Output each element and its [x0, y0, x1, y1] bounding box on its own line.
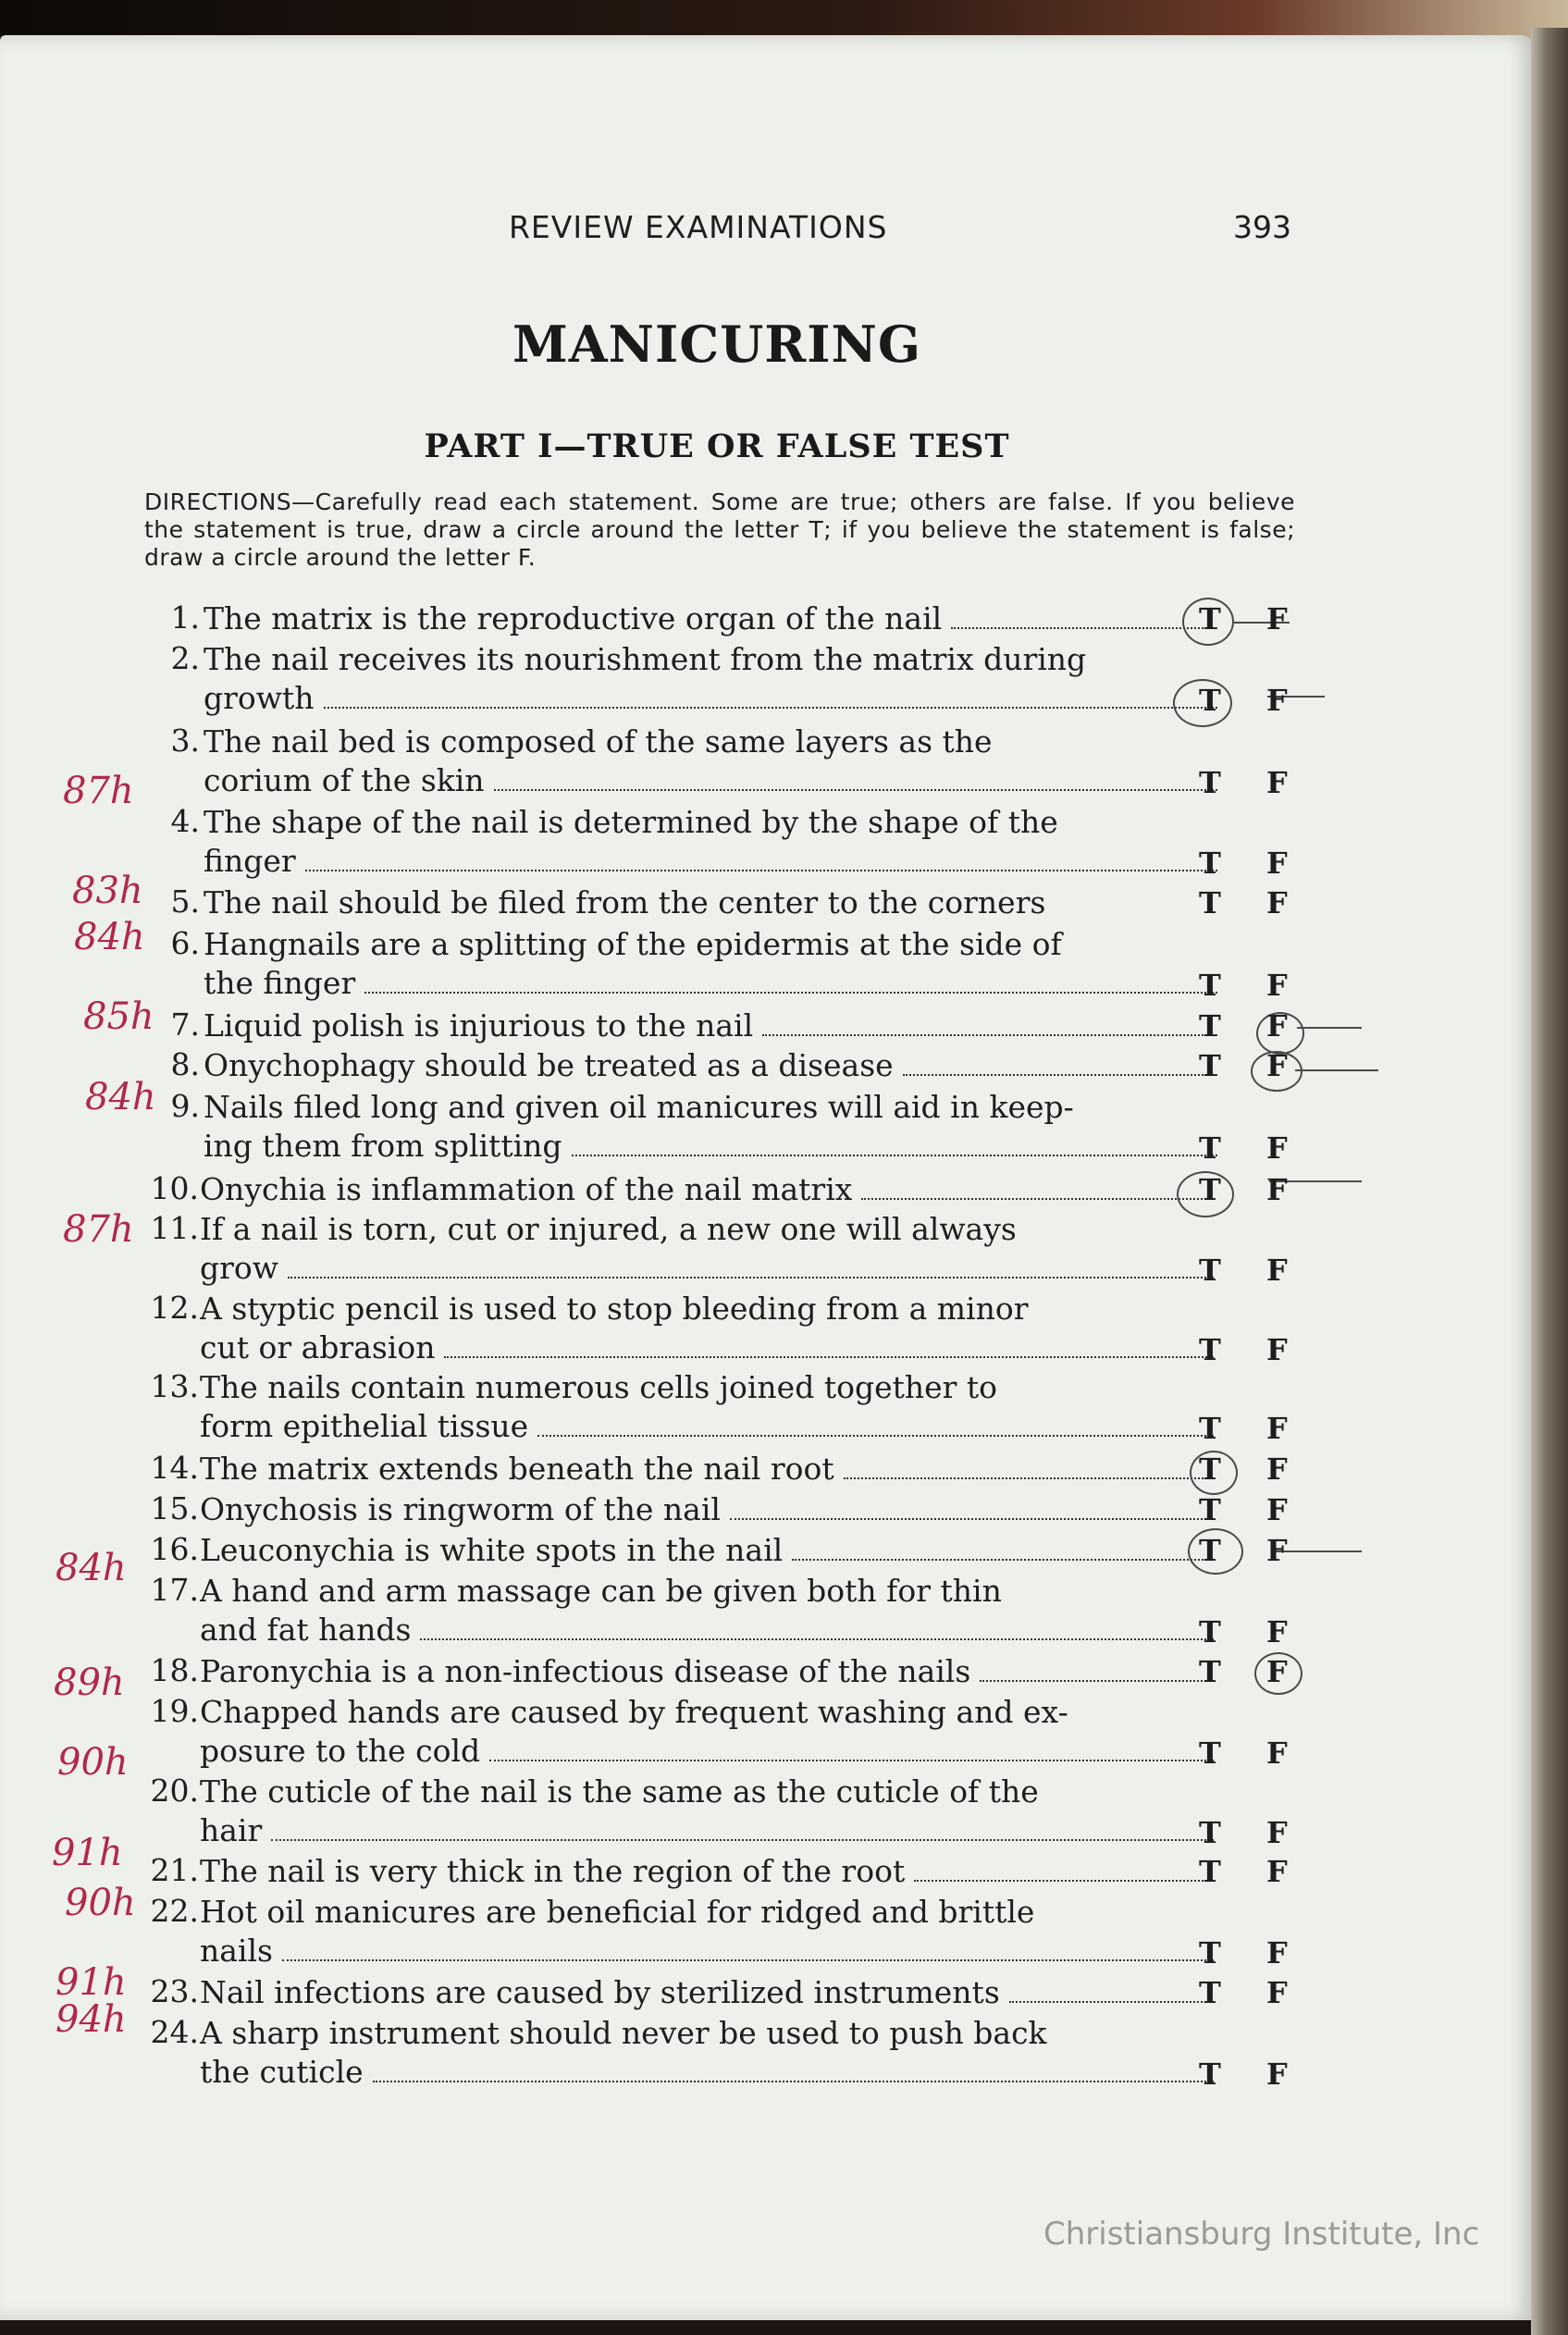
answer-true[interactable]: T — [1199, 1130, 1221, 1166]
page-number: 393 — [1233, 209, 1291, 245]
answer-false[interactable]: F — [1266, 1492, 1288, 1527]
leader-dots — [572, 1154, 1217, 1156]
question-text-continued: grow — [200, 1250, 279, 1286]
leader-dots — [271, 1838, 1214, 1841]
question-text: The nail bed is composed of the same layers as the — [204, 723, 993, 760]
handwritten-score-note: 90h — [57, 1741, 129, 1784]
pencil-dash-mark — [1295, 1069, 1378, 1071]
question-text-continued: finger — [204, 843, 296, 879]
answer-true[interactable]: T — [1199, 601, 1221, 636]
handwritten-score-note: 84h — [74, 916, 145, 958]
question-text-continued: cut or abrasion — [200, 1329, 436, 1365]
answer-false[interactable]: F — [1266, 968, 1288, 1003]
answer-false[interactable]: F — [1266, 1411, 1288, 1446]
question-text: Liquid polish is injurious to the nail — [204, 1007, 754, 1044]
question-text: Hot oil manicures are beneficial for ridged and brittle — [200, 1894, 1035, 1930]
question-number: 14. — [150, 1450, 199, 1486]
leader-dots — [282, 1958, 1214, 1961]
handwritten-score-note: 87h — [63, 770, 134, 812]
question-number: 18. — [150, 1652, 199, 1688]
handwritten-score-note: 84h — [85, 1076, 156, 1118]
leader-dots — [844, 1476, 1214, 1479]
answer-false[interactable]: F — [1266, 1614, 1288, 1649]
question-text: Onychia is inflammation of the nail matrix — [200, 1171, 853, 1207]
question-number: 15. — [150, 1490, 199, 1526]
answer-false[interactable]: F — [1266, 1533, 1288, 1568]
answer-true[interactable]: T — [1199, 1815, 1221, 1850]
leader-dots — [489, 1759, 1214, 1761]
question-text-continued: posure to the cold — [200, 1733, 481, 1769]
question-text-continued: hair — [200, 1812, 263, 1848]
answer-false[interactable]: F — [1266, 1935, 1288, 1971]
question-number: 23. — [150, 1973, 199, 2009]
question-number: 4. — [170, 803, 200, 839]
leader-dots — [420, 1637, 1214, 1640]
leader-dots — [951, 626, 1217, 629]
handwritten-score-note: 94h — [56, 1998, 127, 2041]
question-text: If a nail is torn, cut or injured, a new one will always — [200, 1211, 1017, 1247]
leader-dots — [288, 1276, 1214, 1279]
answer-false[interactable]: F — [1266, 885, 1288, 920]
answer-true[interactable]: T — [1199, 1614, 1221, 1649]
answer-true[interactable]: T — [1199, 1048, 1221, 1083]
question-number: 7. — [170, 1007, 200, 1043]
answer-false[interactable]: F — [1266, 1452, 1288, 1487]
question-text: Hangnails are a splitting of the epidermis at the side of — [204, 926, 1062, 962]
leader-dots — [861, 1197, 1214, 1200]
answer-false[interactable]: F — [1266, 1130, 1288, 1166]
question-text-continued: form epithelial tissue — [200, 1408, 529, 1444]
answer-true[interactable]: T — [1199, 968, 1221, 1003]
handwritten-score-note: 91h — [56, 1961, 127, 2004]
directions-text: DIRECTIONS—Carefully read each statement. Some are true; others are false. If you believe the statement is true, draw a circle around the letter T; if you believe the statement is false; draw a circle around the letter F. — [144, 488, 1295, 571]
question-text-continued: corium of the skin — [204, 762, 485, 798]
question-text: The shape of the nail is determined by the shape of the — [204, 804, 1058, 840]
question-number: 24. — [150, 2014, 199, 2050]
question-text-continued: ing them from splitting — [204, 1128, 562, 1164]
handwritten-score-note: 84h — [56, 1547, 127, 1589]
leader-dots — [980, 1679, 1214, 1682]
answer-false[interactable]: F — [1266, 1332, 1288, 1367]
answer-true[interactable]: T — [1199, 1533, 1221, 1568]
answer-true[interactable]: T — [1199, 1253, 1221, 1288]
question-number: 22. — [150, 1893, 199, 1929]
question-text: The nail is very thick in the region of the root — [200, 1853, 906, 1889]
question-text: The nails contain numerous cells joined together to — [200, 1369, 998, 1405]
question-text: A sharp instrument should never be used to push back — [200, 2015, 1047, 2051]
answer-false[interactable]: F — [1266, 1253, 1288, 1288]
leader-dots — [1009, 2000, 1214, 2003]
question-number: 8. — [170, 1046, 200, 1082]
question-number: 2. — [170, 640, 200, 676]
leader-dots — [903, 1073, 1217, 1076]
answer-false[interactable]: F — [1266, 1975, 1288, 2010]
question-number: 10. — [150, 1170, 199, 1206]
leader-dots — [444, 1355, 1214, 1358]
question-text-continued: and fat hands — [200, 1612, 412, 1648]
question-number: 13. — [150, 1368, 199, 1404]
handwritten-score-note: 87h — [63, 1208, 134, 1251]
answer-false[interactable]: F — [1266, 2057, 1288, 2092]
watermark: Christiansburg Institute, Inc — [1043, 2216, 1480, 2253]
question-text: Leuconychia is white spots in the nail — [200, 1532, 784, 1568]
question-text: Paronychia is a non-infectious disease of the nails — [200, 1653, 971, 1689]
leader-dots — [537, 1434, 1214, 1437]
leader-dots — [494, 788, 1217, 791]
question-number: 20. — [150, 1773, 199, 1809]
answer-true[interactable]: T — [1199, 1411, 1221, 1446]
answer-true[interactable]: T — [1199, 2057, 1221, 2092]
question-text-continued: the finger — [204, 965, 356, 1001]
page-title: MANICURING — [512, 315, 921, 374]
question-text: Nails filed long and given oil manicures will aid in keep- — [204, 1089, 1074, 1125]
answer-false[interactable]: F — [1266, 1048, 1288, 1083]
question-text-continued: the cuticle — [200, 2054, 364, 2090]
question-number: 9. — [170, 1088, 200, 1124]
answer-true[interactable]: T — [1199, 1736, 1221, 1771]
answer-true[interactable]: T — [1199, 1452, 1221, 1487]
answer-true[interactable]: T — [1199, 765, 1221, 800]
question-number: 16. — [150, 1531, 199, 1567]
question-text: A hand and arm massage can be given both for thin — [200, 1573, 1002, 1609]
question-text: Onychosis is ringworm of the nail — [200, 1491, 721, 1527]
book-spine — [1531, 28, 1568, 2335]
answer-true[interactable]: T — [1199, 846, 1221, 881]
answer-true[interactable]: T — [1199, 885, 1221, 920]
question-number: 19. — [150, 1693, 199, 1729]
handwritten-score-note: 85h — [83, 995, 154, 1038]
answer-false[interactable]: F — [1266, 1654, 1288, 1689]
leader-dots — [305, 869, 1217, 871]
leader-dots — [364, 991, 1217, 994]
answer-true[interactable]: T — [1199, 1654, 1221, 1689]
answer-false[interactable]: F — [1266, 1172, 1288, 1207]
leader-dots — [324, 706, 1217, 709]
question-number: 6. — [170, 925, 200, 961]
leader-dots — [792, 1558, 1214, 1561]
leader-dots — [914, 1879, 1214, 1882]
question-text: The matrix extends beneath the nail root — [200, 1451, 834, 1487]
question-text: A styptic pencil is used to stop bleeding from a minor — [200, 1291, 1029, 1327]
answer-true[interactable]: T — [1199, 1854, 1221, 1889]
handwritten-score-note: 90h — [65, 1882, 136, 1924]
answer-true[interactable]: T — [1199, 1935, 1221, 1971]
question-text: Chapped hands are caused by frequent washing and ex- — [200, 1694, 1068, 1730]
question-number: 21. — [150, 1852, 199, 1888]
answer-true[interactable]: T — [1199, 1492, 1221, 1527]
question-number: 11. — [150, 1210, 199, 1246]
question-number: 1. — [170, 599, 200, 636]
leader-dots — [373, 2080, 1214, 2082]
answer-false[interactable]: F — [1266, 765, 1288, 800]
answer-false[interactable]: F — [1266, 601, 1288, 636]
question-text: The nail should be filed from the center to the corners — [204, 884, 1046, 920]
question-text: The nail receives its nourishment from the matrix during — [204, 641, 1087, 677]
question-number: 5. — [170, 883, 200, 920]
question-text-continued: nails — [200, 1933, 273, 1969]
section-subtitle: PART I—TRUE OR FALSE TEST — [424, 427, 1010, 465]
question-number: 17. — [150, 1572, 199, 1608]
answer-true[interactable]: T — [1199, 1172, 1221, 1207]
answer-false[interactable]: F — [1266, 1854, 1288, 1889]
leader-dots — [762, 1033, 1217, 1036]
answer-false[interactable]: F — [1266, 846, 1288, 881]
question-text-continued: growth — [204, 680, 315, 716]
question-number: 12. — [150, 1290, 199, 1326]
answer-true[interactable]: T — [1199, 683, 1221, 718]
question-text: The cuticle of the nail is the same as the cuticle of the — [200, 1773, 1039, 1810]
answer-true[interactable]: T — [1199, 1975, 1221, 2010]
handwritten-score-note: 91h — [52, 1832, 123, 1874]
answer-true[interactable]: T — [1199, 1332, 1221, 1367]
question-number: 3. — [170, 723, 200, 759]
question-text: Nail infections are caused by sterilized instruments — [200, 1974, 1000, 2010]
leader-dots — [730, 1517, 1214, 1520]
answer-false[interactable]: F — [1266, 683, 1288, 718]
answer-true[interactable]: T — [1199, 1008, 1221, 1044]
running-head: REVIEW EXAMINATIONS — [509, 209, 888, 245]
handwritten-score-note: 83h — [72, 870, 143, 912]
answer-false[interactable]: F — [1266, 1008, 1288, 1044]
handwritten-score-note: 89h — [54, 1662, 125, 1704]
pencil-dash-mark — [1297, 1027, 1362, 1029]
answer-false[interactable]: F — [1266, 1815, 1288, 1850]
question-text: The matrix is the reproductive organ of the nail — [204, 600, 943, 636]
question-text: Onychophagy should be treated as a disease — [204, 1047, 894, 1083]
answer-false[interactable]: F — [1266, 1736, 1288, 1771]
